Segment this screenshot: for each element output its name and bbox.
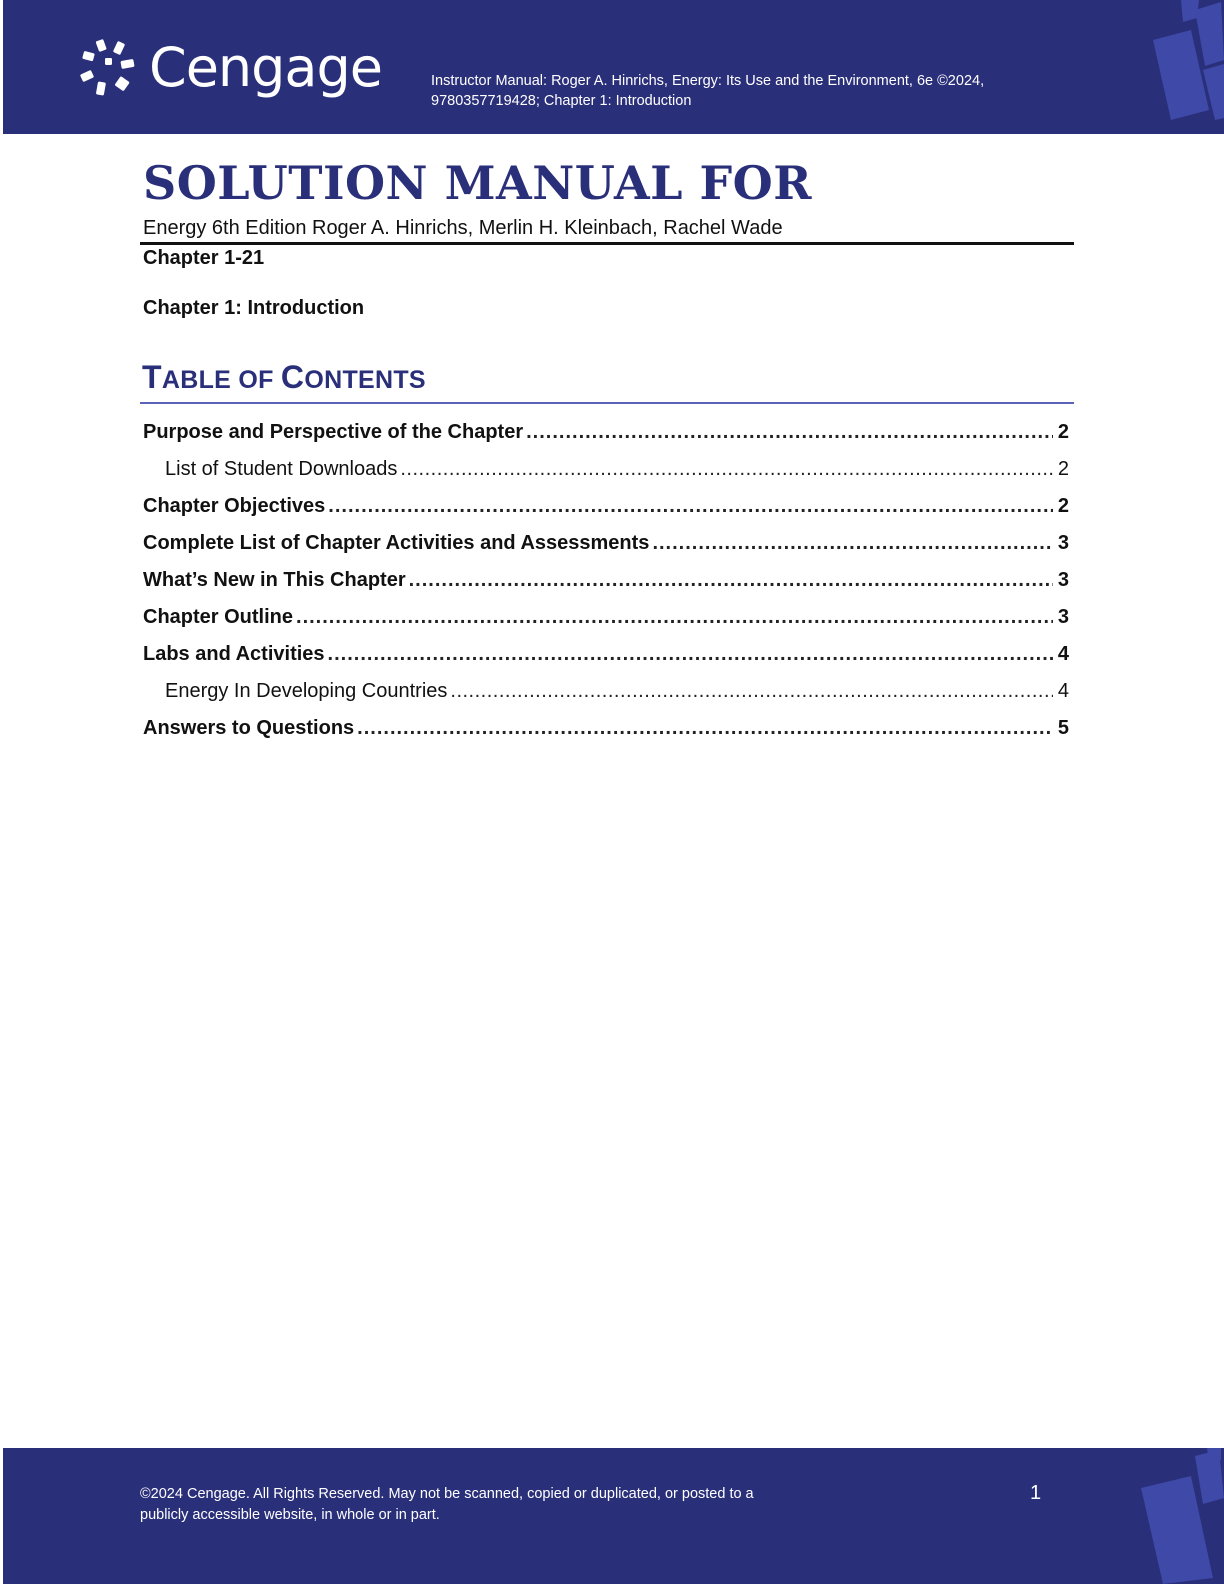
toc-entry[interactable] [143,492,1069,529]
toc-entry[interactable] [143,455,1069,492]
toc-entry-label: Answers to Questions [143,717,355,739]
document-title: SOLUTION MANUAL FOR [143,156,812,210]
toc-entry-page: 2 [1057,421,1069,443]
toc-entry-page: 2 [1057,495,1069,517]
toc-entry-page: 3 [1057,532,1069,554]
header-decoration-icon [1133,0,1224,134]
toc-leader-dots [328,492,1053,520]
toc-leader-dots [652,529,1053,557]
chapter-range: Chapter 1-21 [143,247,265,269]
header-meta [431,71,1071,111]
copyright-notice [140,1484,840,1526]
footer-decoration-icon [1133,1448,1224,1584]
toc-entry[interactable] [143,640,1069,677]
page-footer [3,1448,1224,1584]
toc-entry-page: 3 [1057,606,1069,628]
toc-entry-label: What’s New in This Chapter [143,569,406,591]
document-subtitle: Energy 6th Edition Roger A. Hinrichs, Merlin H. Kleinbach, Rachel Wade [143,217,783,239]
table-of-contents [143,418,1069,751]
toc-divider [140,402,1074,404]
toc-entry[interactable] [143,566,1069,603]
toc-entry[interactable] [143,677,1069,714]
toc-leader-dots [400,455,1053,483]
toc-entry[interactable] [143,714,1069,751]
header-meta-line: Instructor Manual: Roger A. Hinrichs, Energy: Its Use and the Environment, 6e ©2024, [431,73,985,89]
toc-entry-label: List of Student Downloads [165,458,398,480]
title-divider [140,242,1074,245]
toc-entry-label: Purpose and Perspective of the Chapter [143,421,524,443]
toc-entry-page: 4 [1057,680,1069,702]
cengage-logo-mark-icon [79,38,137,98]
toc-leader-dots [450,677,1053,705]
toc-entry-page: 4 [1057,643,1069,665]
toc-entry[interactable] [143,529,1069,566]
toc-entry-label: Chapter Objectives [143,495,326,517]
page-number: 1 [1030,1482,1042,1504]
toc-entry[interactable] [143,603,1069,640]
page-header [3,0,1224,134]
copyright-line: publicly accessible website, in whole or in part. [140,1507,440,1523]
toc-entry-page: 3 [1057,569,1069,591]
toc-leader-dots [296,603,1053,631]
toc-entry-label: Energy In Developing Countries [165,680,448,702]
brand-name: Cengage [149,36,383,99]
toc-entry-label: Chapter Outline [143,606,294,628]
toc-leader-dots [357,714,1053,742]
toc-entry-page: 5 [1057,717,1069,739]
toc-entry-label: Labs and Activities [143,643,325,665]
toc-leader-dots [328,640,1053,668]
chapter-title: Chapter 1: Introduction [143,297,365,319]
cengage-logo [79,36,382,100]
toc-entry-label: Complete List of Chapter Activities and Assessments [143,532,650,554]
header-meta-line: 9780357719428; Chapter 1: Introduction [431,93,692,109]
toc-leader-dots [409,566,1053,594]
toc-heading: TABLE OF CONTENTS [142,359,426,395]
toc-leader-dots [526,418,1053,446]
toc-entry[interactable] [143,418,1069,455]
toc-entry-page: 2 [1057,458,1069,480]
copyright-line: ©2024 Cengage. All Rights Reserved. May not be scanned, copied or duplicated, or posted to a [140,1486,754,1502]
